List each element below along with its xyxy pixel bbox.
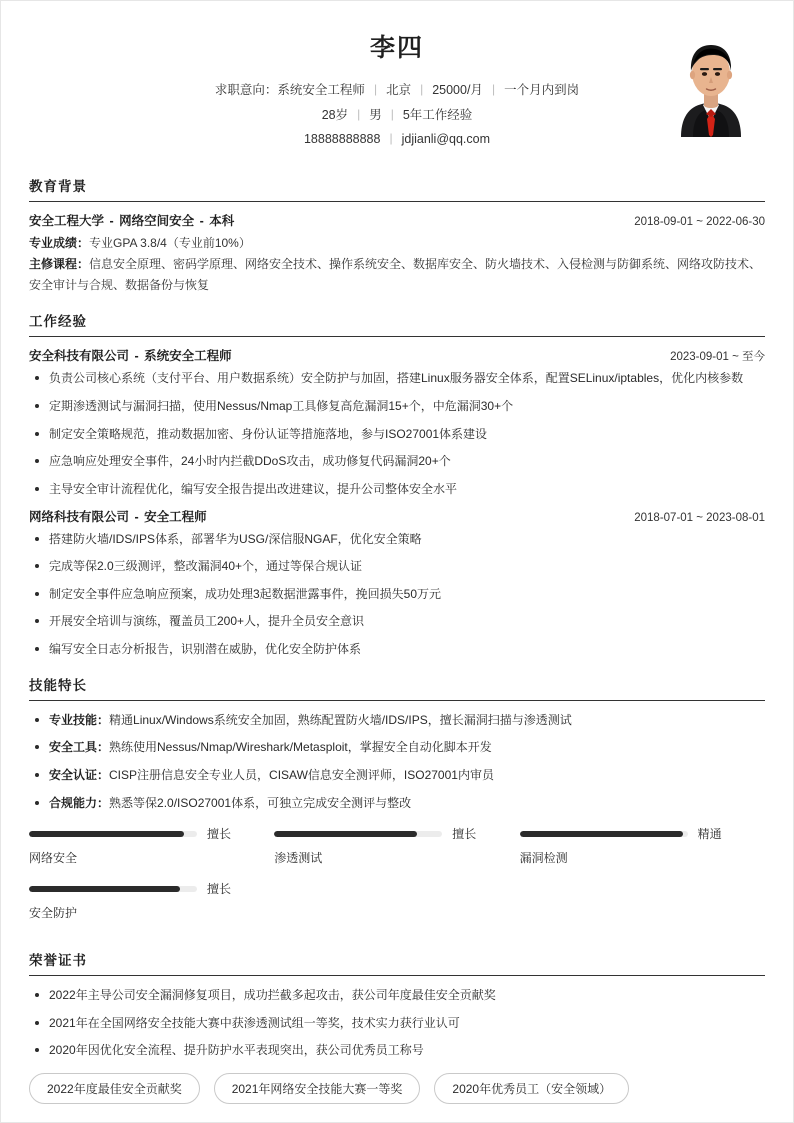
meta-item: 28岁 bbox=[321, 107, 349, 122]
meta-separator: | bbox=[420, 82, 424, 97]
job-role: 系统安全工程师 bbox=[144, 349, 232, 364]
skill-item-label: 安全工具： bbox=[49, 740, 110, 755]
skill-bar-track bbox=[29, 886, 197, 892]
work-entry-head bbox=[29, 346, 765, 364]
meta-separator: | bbox=[491, 82, 496, 97]
skill-bar-name: 安全防护 bbox=[29, 906, 78, 921]
meta-item: 男 bbox=[369, 107, 382, 122]
work-bullet: 主导安全审计流程优化，编写安全报告提出改进建议，提升公司整体安全水平 bbox=[29, 479, 765, 500]
section-skills bbox=[29, 674, 765, 936]
meta-item: 25000/月 bbox=[432, 83, 483, 98]
skill-bar-name: 网络安全 bbox=[29, 851, 78, 866]
work-entry bbox=[29, 346, 765, 499]
work-bullet: 应急响应处理安全事件，24小时内拦截DDoS攻击，成功修复代码漏洞20+个 bbox=[29, 451, 765, 472]
education-gpa-label: 专业成绩： bbox=[29, 236, 90, 251]
education-entry-head bbox=[29, 211, 765, 229]
work-date: 2018-07-01 ~ 2023-08-01 bbox=[634, 511, 765, 524]
avatar bbox=[663, 25, 759, 137]
skill-bar-fill bbox=[274, 831, 417, 837]
skill-bar-track bbox=[520, 831, 688, 837]
skill-bar-cell bbox=[274, 825, 519, 866]
skill-bar-fill bbox=[29, 831, 184, 837]
skill-item bbox=[29, 793, 765, 814]
skill-bar-row bbox=[274, 825, 493, 842]
skill-bar-list bbox=[29, 825, 765, 935]
honor-tag[interactable]: 2020年优秀员工（安全领域） bbox=[434, 1073, 629, 1104]
section-title-skills: 技能特长 bbox=[29, 677, 87, 693]
education-entry bbox=[29, 211, 765, 296]
work-entry-title bbox=[29, 507, 207, 525]
honor-bullet: 2021年在全国网络安全技能大赛中获渗透测试组一等奖，技术实力获行业认可 bbox=[29, 1013, 765, 1034]
skill-bar-name: 漏洞检测 bbox=[519, 851, 568, 866]
education-courses-value: 信息安全原理、密码学原理、网络安全技术、操作系统安全、数据库安全、防火墙技术、入侵检测与防御系统、网络攻防技术、安全审计与合规、数据备份与恢复 bbox=[29, 257, 762, 293]
skill-bar-level: 擅长 bbox=[207, 882, 232, 897]
section-rule bbox=[29, 201, 765, 202]
education-courses-label: 主修课程： bbox=[29, 257, 90, 272]
section-honors bbox=[29, 949, 765, 1104]
header-main bbox=[29, 33, 765, 151]
skill-bar-row bbox=[29, 825, 248, 842]
candidate-name: 李四 bbox=[369, 34, 424, 62]
section-rule bbox=[29, 336, 765, 337]
skill-bar-fill bbox=[29, 886, 180, 892]
honor-bullet: 2022年主导公司安全漏洞修复项目，成功拦截多起攻击，获公司年度最佳安全贡献奖 bbox=[29, 985, 765, 1006]
meta-item: 一个月内到岗 bbox=[504, 83, 580, 98]
work-date: 2023-09-01 ~ 至今 bbox=[670, 351, 765, 364]
skill-bar-name: 渗透测试 bbox=[274, 851, 323, 866]
skill-bar-track bbox=[274, 831, 442, 837]
skill-bar-level: 精通 bbox=[697, 827, 722, 842]
education-date: 2018-09-01 ~ 2022-06-30 bbox=[634, 216, 765, 229]
skill-item bbox=[29, 737, 765, 758]
skill-bar-row bbox=[29, 880, 248, 897]
work-bullet: 完成等保2.0三级测评，整改漏洞40+个，通过等保合规认证 bbox=[29, 556, 765, 577]
company-name: 网络科技有限公司 bbox=[29, 509, 130, 524]
job-role: 安全工程师 bbox=[144, 509, 207, 524]
skill-item-label: 合规能力： bbox=[49, 795, 110, 810]
work-bullet: 定期渗透测试与漏洞扫描，使用Nessus/Nmap工具修复高危漏洞15+个，中危漏洞30+个 bbox=[29, 396, 765, 417]
skill-item-value: 熟悉等保2.0/ISO27001体系，可独立完成安全测评与整改 bbox=[109, 795, 412, 810]
title-separator: - bbox=[131, 509, 143, 524]
skill-bar-cell bbox=[520, 825, 765, 866]
honor-tag[interactable]: 2022年度最佳安全贡献奖 bbox=[29, 1073, 200, 1104]
degree-name: 本科 bbox=[209, 214, 235, 229]
skill-item bbox=[29, 765, 765, 786]
title-separator: - bbox=[131, 349, 143, 364]
meta-separator: | bbox=[389, 131, 393, 146]
honor-bullet-list bbox=[29, 985, 765, 1061]
work-bullet: 负责公司核心系统（支付平台、用户数据系统）安全防护与加固，搭建Linux服务器安全体系，配置SELinux/iptables，优化内核参数 bbox=[29, 368, 765, 389]
section-rule bbox=[29, 700, 765, 701]
work-bullet: 制定安全策略规范，推动数据加密、身份认证等措施落地，参与ISO27001体系建设 bbox=[29, 424, 765, 445]
education-courses bbox=[29, 254, 765, 296]
skill-bar-level: 擅长 bbox=[452, 827, 477, 842]
meta-line-1 bbox=[149, 78, 645, 102]
meta-separator: | bbox=[373, 82, 378, 97]
meta-line-2 bbox=[149, 103, 645, 127]
work-bullet: 开展安全培训与演练，覆盖员工200+人，提升全员安全意识 bbox=[29, 611, 765, 632]
section-rule bbox=[29, 975, 765, 976]
skill-item-value: 精通Linux/Windows系统安全加固，熟练配置防火墙/IDS/IPS，擅长漏洞扫描与渗透测试 bbox=[109, 712, 572, 727]
work-entry-list bbox=[29, 346, 765, 659]
school-name: 安全工程大学 bbox=[29, 214, 105, 229]
meta-separator: | bbox=[390, 106, 394, 121]
work-bullet-list bbox=[29, 529, 765, 660]
company-name: 安全科技有限公司 bbox=[29, 349, 130, 364]
skill-bar-cell bbox=[29, 880, 274, 921]
honor-bullet: 2020年因优化安全流程、提升防护水平表现突出，获公司优秀员工称号 bbox=[29, 1040, 765, 1061]
skill-item-label: 专业技能： bbox=[49, 712, 110, 727]
education-entry-title: 安全工程大学 - 网络空间安全 - 本科 bbox=[29, 214, 235, 229]
work-entry-title bbox=[29, 346, 232, 364]
work-entry bbox=[29, 507, 765, 660]
major-name: 网络空间安全 bbox=[119, 214, 195, 229]
work-entry-head bbox=[29, 507, 765, 525]
meta-item: 5年工作经验 bbox=[402, 107, 473, 122]
honor-tag[interactable]: 2021年网络安全技能大赛一等奖 bbox=[214, 1073, 421, 1104]
skill-item-value: 熟练使用Nessus/Nmap/Wireshark/Metasploit，掌握安全自动化脚本开发 bbox=[109, 740, 492, 755]
meta-separator: | bbox=[357, 106, 361, 121]
section-education bbox=[29, 175, 765, 296]
skill-item-list bbox=[29, 710, 765, 814]
skill-bar-track bbox=[29, 831, 197, 837]
skill-item bbox=[29, 710, 765, 731]
skill-bar-cell bbox=[29, 825, 274, 866]
work-bullet: 编写安全日志分析报告，识别潜在威胁，优化安全防护体系 bbox=[29, 639, 765, 660]
skill-item-value: CISP注册信息安全专业人员，CISAW信息安全测评师，ISO27001内审员 bbox=[109, 767, 494, 782]
meta-item: jdjianli@qq.com bbox=[401, 132, 491, 147]
resume-header bbox=[29, 19, 765, 161]
skill-bar-row bbox=[520, 825, 739, 842]
skill-bar-fill bbox=[520, 831, 683, 837]
skill-item-label: 安全认证： bbox=[49, 767, 110, 782]
work-bullet: 搭建防火墙/IDS/IPS体系，部署华为USG/深信服NGAF，优化安全策略 bbox=[29, 529, 765, 550]
meta-item: 求职意向：系统安全工程师 bbox=[214, 83, 365, 98]
section-title-honors: 荣誉证书 bbox=[29, 953, 87, 969]
section-work bbox=[29, 310, 765, 659]
honor-tag-list bbox=[29, 1073, 765, 1104]
education-gpa bbox=[29, 233, 765, 254]
meta-line-3 bbox=[149, 127, 645, 151]
meta-item: 18888888888 bbox=[303, 132, 381, 147]
section-title-education: 教育背景 bbox=[29, 179, 87, 195]
skill-bar-level: 擅长 bbox=[207, 827, 232, 842]
meta-item: 北京 bbox=[386, 83, 412, 98]
work-bullet-list bbox=[29, 368, 765, 499]
work-bullet: 制定安全事件应急响应预案，成功处理3起数据泄露事件，挽回损失50万元 bbox=[29, 584, 765, 605]
section-title-work: 工作经验 bbox=[29, 314, 87, 330]
education-gpa-value: 专业GPA 3.8/4（专业前10%） bbox=[89, 236, 251, 251]
